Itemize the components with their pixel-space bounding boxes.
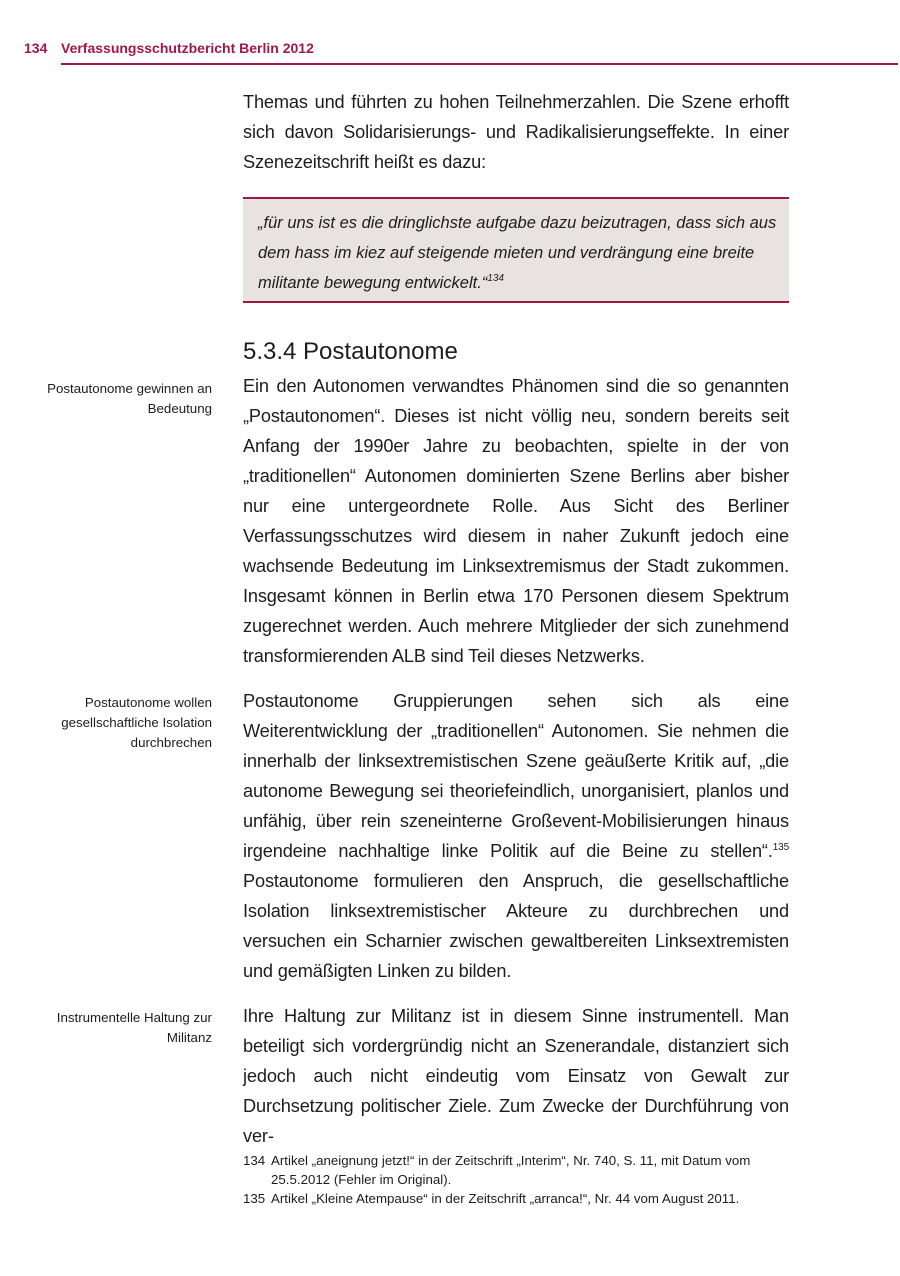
footnote-ref-134[interactable]: 134 (487, 273, 504, 284)
paragraph-postautonome-intro (243, 371, 789, 671)
intro-paragraph (243, 87, 789, 177)
paragraph-militanz (243, 1001, 789, 1151)
quote-body: „für uns ist es die dringlichste aufgabe dazu beizutragen, dass sich aus dem hass im kiez auf steigende mieten und verdrängung eine breite militante bewegung entwickelt.“ (258, 214, 777, 292)
quote-text (258, 208, 778, 298)
footnote-134 (243, 1151, 803, 1189)
running-title: Verfassungsschutzbericht Berlin 2012 (61, 40, 314, 56)
margin-note-militanz: Instrumentelle Haltung zur Militanz (56, 1010, 212, 1045)
paragraph-text (243, 686, 789, 986)
footnote-number: 135 (243, 1191, 266, 1206)
paragraph-text: Themas und führten zu hohen Teilnehmerzahlen. Die Szene erhofft sich davon Solidarisierungs- und Radikalisierungseffekte. In einer Szenezeitschrift heißt es dazu: (243, 92, 789, 172)
margin-note-bedeutung: Postautonome gewinnen an Bedeutung (47, 381, 212, 416)
page-number: 134 (24, 40, 48, 56)
paragraph-postautonome-gruppierungen (243, 686, 789, 986)
footnote-135 (243, 1189, 803, 1208)
footnote-text: Artikel „Kleine Atempause“ in der Zeitschrift „arranca!“, Nr. 44 vom August 2011. (271, 1191, 740, 1206)
paragraph-text-part: Postautonome formulieren den Anspruch, die gesellschaftliche Isolation linksextremistischer Akteure zu durchbrechen und versuchen ein Scharnier zwischen gewaltbereiten Linksextremisten und gemäßigten Linken zu bilden. (243, 871, 789, 981)
margin-note-isolation: Postautonome wollen gesellschaftliche Isolation durchbrechen (61, 695, 212, 750)
paragraph-text-part: Postautonome Gruppierungen sehen sich als eine Weiterentwicklung der „traditionellen“ Autonomen. Sie nehmen die innerhalb der linksextremistischen Szene geäußerte Kritik auf, „die autonome Bewegung sei theoriefeindlich, unorganisiert, planlos und unfähig, über rein szeneinterne Großevent-Mobilisierungen hinaus irgendeine nachhaltige linke Politik auf die Beine zu stellen“. (243, 691, 789, 861)
paragraph-text: Ihre Haltung zur Militanz ist in diesem Sinne instrumentell. Man beteiligt sich vordergründig nicht an Szenerandale, distanziert sich jedoch auch nicht eindeutig vom Einsatz von Gewalt zur Durchsetzung politischer Ziele. Zum Zwecke der Durchführung von ver- (243, 1006, 789, 1146)
footnotes (243, 1151, 803, 1208)
header-rule (61, 63, 898, 65)
running-header (24, 40, 898, 66)
footnote-ref-135[interactable]: 135 (772, 842, 789, 853)
paragraph-text: Ein den Autonomen verwandtes Phänomen sind die so genannten „Postautonomen“. Dieses ist nicht völlig neu, sondern bereits seit Anfang der 1990er Jahre zu beobachten, spielte in der von „traditionellen“ Autonomen dominierten Szene Berlins aber bisher nur eine untergeordnete Rolle. Aus Sicht des Berliner Verfassungsschutzes wird diesem in naher Zukunft jedoch eine wachsende Bedeutung im Linksextremismus der Stadt zukommen. Insgesamt können in Berlin etwa 170 Personen diesem Spektrum zugerechnet werden. Auch mehrere Mitglieder der sich zunehmend transformierenden ALB sind Teil dieses Netzwerks. (243, 376, 789, 666)
block-quote (243, 197, 789, 303)
section-heading: 5.3.4 Postautonome (243, 338, 458, 365)
footnote-text: Artikel „aneignung jetzt!“ in der Zeitschrift „Interim“, Nr. 740, S. 11, mit Datum vom 25.5.2012 (Fehler im Original). (271, 1153, 751, 1187)
footnote-number: 134 (243, 1153, 266, 1168)
